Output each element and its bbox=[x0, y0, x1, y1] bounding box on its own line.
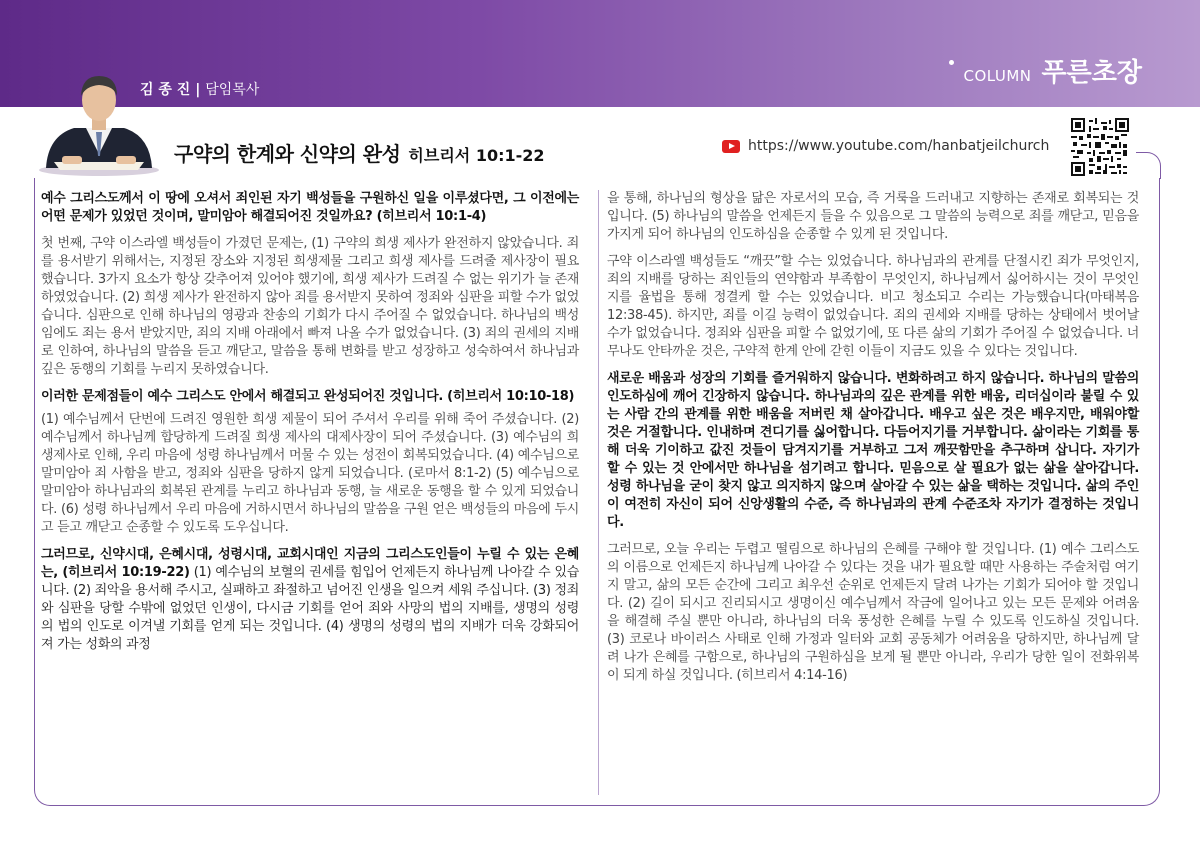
warning-paragraph: 새로운 배움과 성장의 기회를 즐거워하지 않습니다. 변화하려고 하지 않습니다. 하나님의 말씀의 인도하심에 깨어 긴장하지 않습니다. 하나님과의 깊은 관계를 위한 배움, 리더십이라 불릴 수 있는 사람 간의 관계를 위한 배움을 저버린 채 살아갑니다. 배우고 싶은 것은 배우지만, 배워야할 것은 거절합니다. 인내하며 견디기를 싫어합니다. 다듬어지기를 거부합니다. 삶이라는 기회를 통해 더욱 기이하고 값진 것들이 담겨지기를 거부하고 그저 깨끗함만을 추구하며 삽니다. 자기가 할 수 있는 것 안에서만 하나님을 섬기려고 합니다. 믿음으로 살 필요가 없는 삶을 살아갑니다. 성령 하나님을 굳이 찾지 않고 의지하지 않으며 살아갈 수 있는 삶을 택하는 것입니다. 삶의 주인이 여전히 자신이 되어 신앙생활의 수준, 즉 하나님과의 관계 수준조차 자기가 결정하는 것입니다. bbox=[607, 371, 1139, 530]
youtube-link-row[interactable] bbox=[722, 138, 1049, 154]
first-problem-paragraph: 첫 번째, 구약 이스라엘 백성들이 가졌던 문제는, (1) 구약의 희생 제사가 완전하지 않았습니다. 죄를 용서받기 위해서는, 지정된 장소와 지정된 희생제물 그리고 희생 제사를 드려줄 제사장이 필요했습니다. 3가지 요소가 항상 갖추어져 있어야 했기에, 희생 제사가 드려질 수 없는 위기가 늘 존재하였었습니다. (2) 희생 제사가 완전하지 않아 죄를 용서받지 못하여 정죄와 심판을 피할 수가 없었습니다. 심판으로 인해 하나님의 영광과 찬송의 기회가 다시 주어질 수 없었습니다. 하나님의 백성임에도 죄는 용서 받았지만, 죄의 지배 아래에서 빠져 나올 수가 없었습니다. (3) 죄의 권세의 지배로 인하여, 하나님의 말씀을 듣고 깨닫고, 말씀을 통해 변화를 받고 성장하고 성숙하여서 하나님과 깊은 동행의 기회를 누리지 못하였습니다. bbox=[41, 236, 579, 377]
column-label: COLUMN bbox=[963, 67, 1032, 85]
column-tag bbox=[963, 52, 1142, 89]
column-name: 푸른초장 bbox=[1041, 58, 1142, 88]
grace-paragraph bbox=[41, 546, 579, 654]
youtube-icon bbox=[722, 140, 740, 153]
title-main: 구약의 한계와 신약의 완성 bbox=[174, 142, 401, 166]
column-divider bbox=[598, 190, 599, 795]
author-name: 김 종 진 bbox=[140, 82, 191, 98]
article-title bbox=[174, 138, 545, 167]
right-column bbox=[607, 190, 1139, 694]
grace-body: (1) 예수님의 보혈의 권세를 힘입어 언제든지 하나님께 나아갈 수 있습니다. (2) 죄악을 용서해 주시고, 실패하고 좌절하고 넘어진 인생을 일으켜 세워 주십니다. (3) 정죄와 심판을 당할 수밖에 없었던 인생이, 다시금 기회를 얻어 죄와 사망의 법의 지배를, 생명의 성령의 법의 인도로 이겨낼 기회를 얻게 되는 것입니다. (4) 생명의 성령의 법의 지배가 더욱 강화되어져 가는 성화의 과정 bbox=[41, 565, 579, 652]
pastor-portrait bbox=[34, 58, 164, 178]
grace-lead: 그러므로, 신약시대, 은혜시대, 성령시대, 교회시대인 지금의 그리스도인들이 누릴 수 있는 은혜는, (히브리서 10:19-22) bbox=[41, 547, 579, 580]
left-column bbox=[41, 190, 579, 663]
intro-question: 예수 그리스도께서 이 땅에 오셔서 죄인된 자기 백성들을 구원하신 일을 이루셨다면, 그 이전에는 어떤 문제가 있었던 것이며, 말미암아 해결되어진 것일까요? (히브리서 10:1-4) bbox=[41, 191, 579, 224]
author-role: 담임목사 bbox=[205, 82, 260, 98]
old-testament-limit-paragraph: 구약 이스라엘 백성들도 “깨끗”할 수는 있었습니다. 하나님과의 관계를 단절시킨 죄가 무엇인지, 죄의 지배를 당하는 죄인들의 연약함과 부족함이 무엇인지, 하나님께서 싫어하시는 것이 무엇인지를 율법을 통해 정결케 할 수는 있었습니다. 비고 청소되고 수리는 가능했습니다(마태복음 12:38-45). 하지만, 죄를 이길 능력이 없었습니다. 죄의 권세와 지배를 당하는 상태에서 벗어날 수가 없었습니다. 정죄와 심판을 피할 수 없었기에, 또 다른 삶의 기회가 주어질 수 없었습니다. 너무나도 안타까운 것은, 구약적 한계 안에 갇힌 이들이 지금도 있을 수 있다는 것입니다. bbox=[607, 254, 1139, 359]
solution-paragraph: (1) 예수님께서 단번에 드려진 영원한 희생 제물이 되어 주셔서 우리를 위해 죽어 주셨습니다. (2) 예수님께서 하나님께 합당하게 드려질 희생 제사의 대제사장이 되어 주셨습니다. (3) 예수님의 희생제사로 인해, 우리 마음에 성령 하나님께서 머물 수 있는 성전이 회복되었습니다. (4) 예수님으로 말미암아 죄 사함을 받고, 정죄와 심판을 당하지 않게 되었습니다. (로마서 8:1-2) (5) 예수님으로 말미암아 하나님과의 회복된 관계를 누리고 하나님과 동행, 늘 새로운 동행을 할 수 있게 되었습니다. (6) 성령 하나님께서 우리 마음에 거하시면서 하나님의 말씀을 구원 얻은 백성들의 마음에 두시고 듣고 깨닫고 순종할 수 있도록 도우십니다. bbox=[41, 412, 579, 535]
qr-code-icon[interactable] bbox=[1071, 118, 1129, 176]
conclusion-paragraph: 그러므로, 오늘 우리는 두렵고 떨림으로 하나님의 은혜를 구해야 할 것입니다. (1) 예수 그리스도의 이름으로 언제든지 하나님께 나아갈 수 있다는 것을 내가 필요할 때만 사용하는 주술처럼 여기지 말고, 삶의 모든 순간에 그리고 최우선 순위로 언제든지 달려 나가는 기회가 되어야 할 것입니다. (2) 길이 되시고 진리되시고 생명이신 예수님께서 작금에 일어나고 있는 모든 문제와 어려움을 해결해 주실 뿐만 아니라, 하나님의 더욱 풍성한 은혜를 누릴 수 있도록 인도하실 것입니다. (3) 코로나 바이러스 사태로 인해 가정과 일터와 교회 공동체가 어려움을 당하지만, 하나님께 달려 나가 은혜를 구함으로, 하나님의 구원하심을 보게 될 뿐만 아니라, 우리가 당한 일이 전화위복이 되게 하실 것입니다. (히브리서 4:14-16) bbox=[607, 542, 1139, 683]
author-separator: | bbox=[190, 82, 206, 98]
solution-heading: 이러한 문제점들이 예수 그리스도 안에서 해결되고 완성되어진 것입니다. (히브리서 10:10-18) bbox=[41, 389, 575, 404]
continuation-paragraph: 을 통해, 하나님의 형상을 닮은 자로서의 모습, 즉 거룩을 드러내고 지향하는 존재로 회복되는 것입니다. (5) 하나님의 말씀을 언제든지 들을 수 있음으로 그 말씀의 능력으로 죄를 깨닫고, 믿음을 가지게 되어 하나님의 인도하심을 순종할 수 있게 된 것입니다. bbox=[607, 191, 1139, 242]
youtube-url[interactable]: https://www.youtube.com/hanbatjeilchurch bbox=[748, 138, 1050, 154]
title-scripture-ref: 히브리서 10:1-22 bbox=[408, 146, 545, 165]
